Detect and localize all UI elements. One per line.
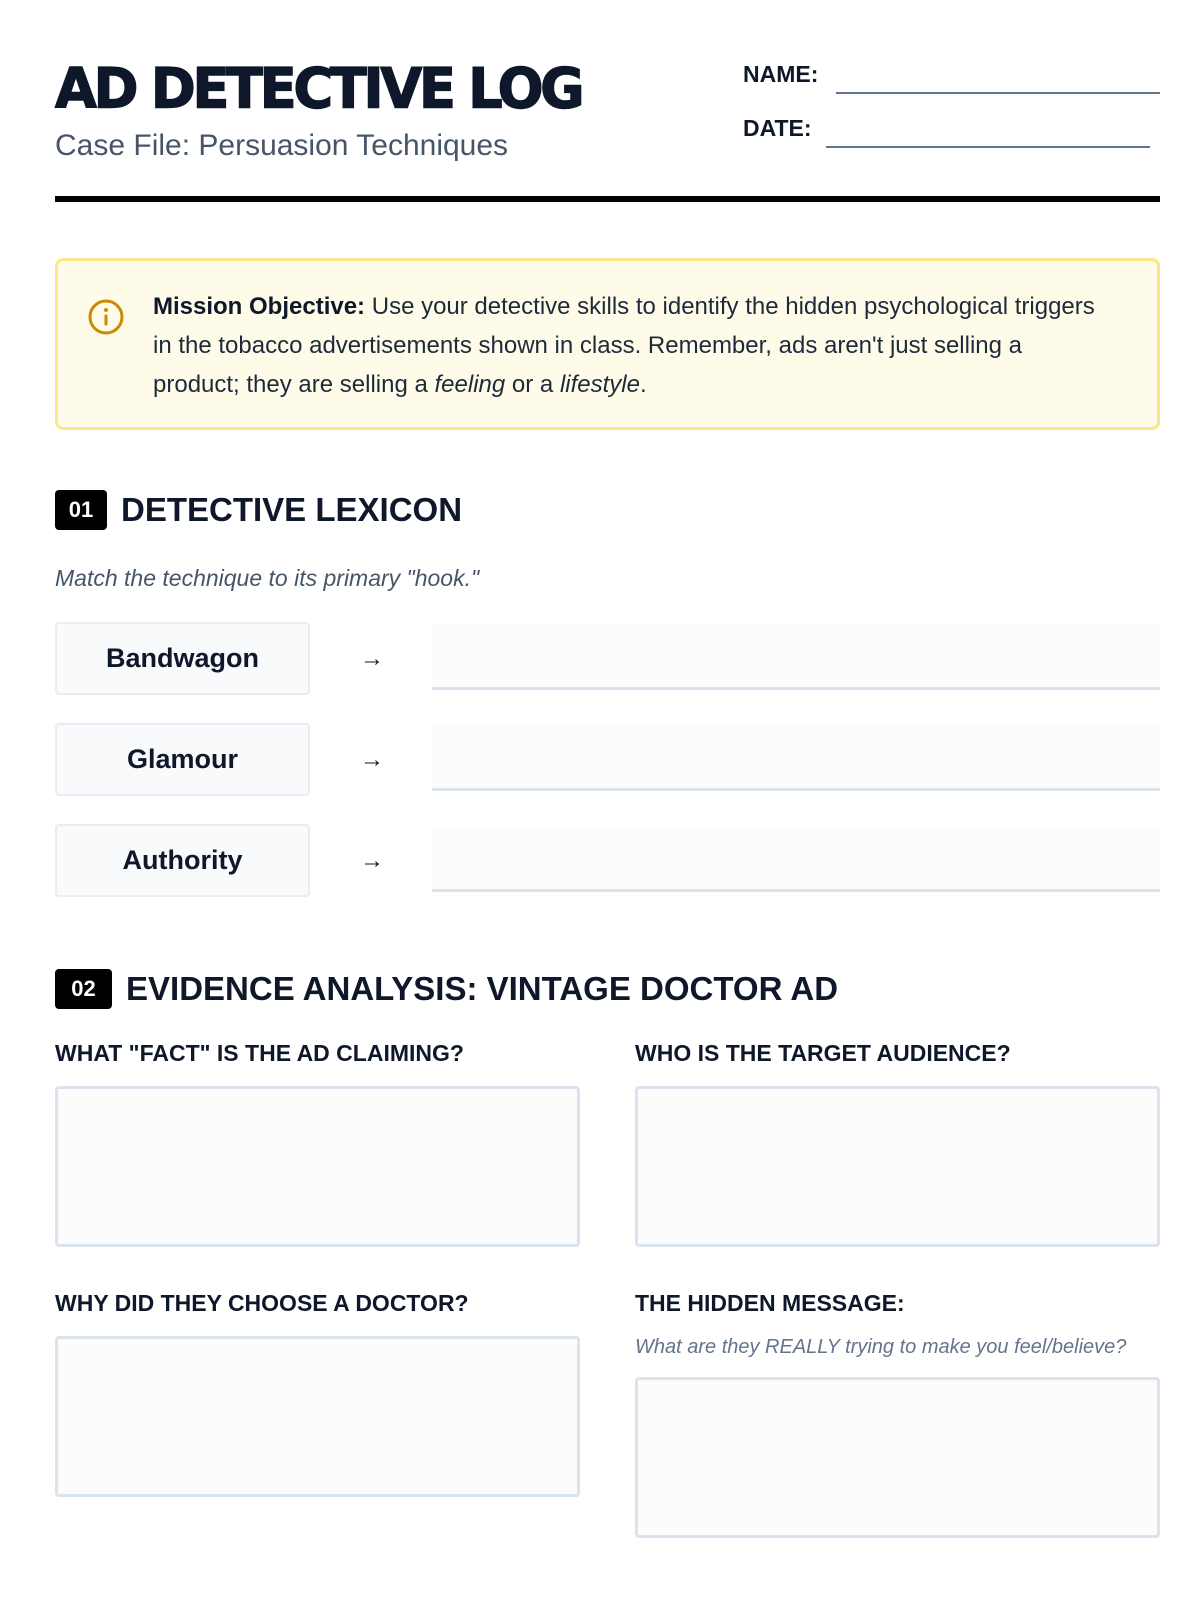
header: [55, 56, 1160, 206]
section-number-badge: 01: [55, 490, 107, 530]
answer-box-fact[interactable]: [55, 1086, 580, 1247]
name-input-line[interactable]: [836, 92, 1160, 94]
arrow-right-icon: →: [360, 847, 384, 874]
header-divider: [55, 196, 1160, 202]
hidden-message-hint: What are they REALLY trying to make you feel/believe?: [635, 1336, 1127, 1358]
name-label: NAME:: [743, 61, 819, 87]
page-title: AD DETECTIVE LOG: [55, 56, 582, 121]
mission-emph-feeling: feeling: [434, 371, 506, 398]
mission-emph-lifestyle: lifestyle: [559, 371, 640, 398]
mission-body-1: Use your detective skills to identify the hidden psychological triggers in the tobacco advertisements shown in class. Remember, ads aren't just selling a product; they are selling a: [153, 293, 1095, 398]
lexicon-term: Bandwagon: [55, 622, 310, 695]
worksheet-page: [55, 0, 1160, 1600]
answer-box-doctor[interactable]: [55, 1336, 580, 1497]
date-field[interactable]: [743, 110, 1160, 150]
mission-objective-box: [55, 258, 1160, 430]
page-subtitle: Case File: Persuasion Techniques: [55, 129, 509, 162]
lexicon-instruction: Match the technique to its primary "hook.": [55, 565, 480, 591]
question-doctor-label: WHY DID THEY CHOOSE A DOCTOR?: [55, 1290, 469, 1316]
mission-text: [153, 287, 1113, 404]
question-fact-label: WHAT "FACT" IS THE AD CLAIMING?: [55, 1040, 464, 1066]
lexicon-answer-field[interactable]: [432, 725, 1160, 791]
question-hidden-message-label: THE HIDDEN MESSAGE:: [635, 1290, 905, 1316]
lexicon-row: [55, 824, 1160, 897]
lexicon-row: [55, 723, 1160, 796]
answer-box-audience[interactable]: [635, 1086, 1160, 1247]
arrow-right-icon: →: [360, 645, 384, 672]
info-icon: [88, 299, 124, 335]
date-label: DATE:: [743, 115, 812, 141]
lexicon-term: Authority: [55, 824, 310, 897]
lexicon-answer-field[interactable]: [432, 624, 1160, 690]
lexicon-term: Glamour: [55, 723, 310, 796]
section-number-badge: 02: [55, 969, 112, 1009]
mission-label: Mission Objective:: [153, 293, 366, 320]
mission-body-2: or a: [505, 371, 560, 398]
name-field[interactable]: [743, 56, 1160, 96]
lexicon-row: [55, 622, 1160, 695]
mission-body-3: .: [639, 371, 647, 398]
arrow-right-icon: →: [360, 746, 384, 773]
section-title: DETECTIVE LEXICON: [121, 491, 463, 528]
lexicon-answer-field[interactable]: [432, 826, 1160, 892]
question-audience-label: WHO IS THE TARGET AUDIENCE?: [635, 1040, 1011, 1066]
section-title: EVIDENCE ANALYSIS: VINTAGE DOCTOR AD: [126, 970, 839, 1007]
date-input-line[interactable]: [826, 146, 1150, 148]
answer-box-hidden-message[interactable]: [635, 1377, 1160, 1538]
